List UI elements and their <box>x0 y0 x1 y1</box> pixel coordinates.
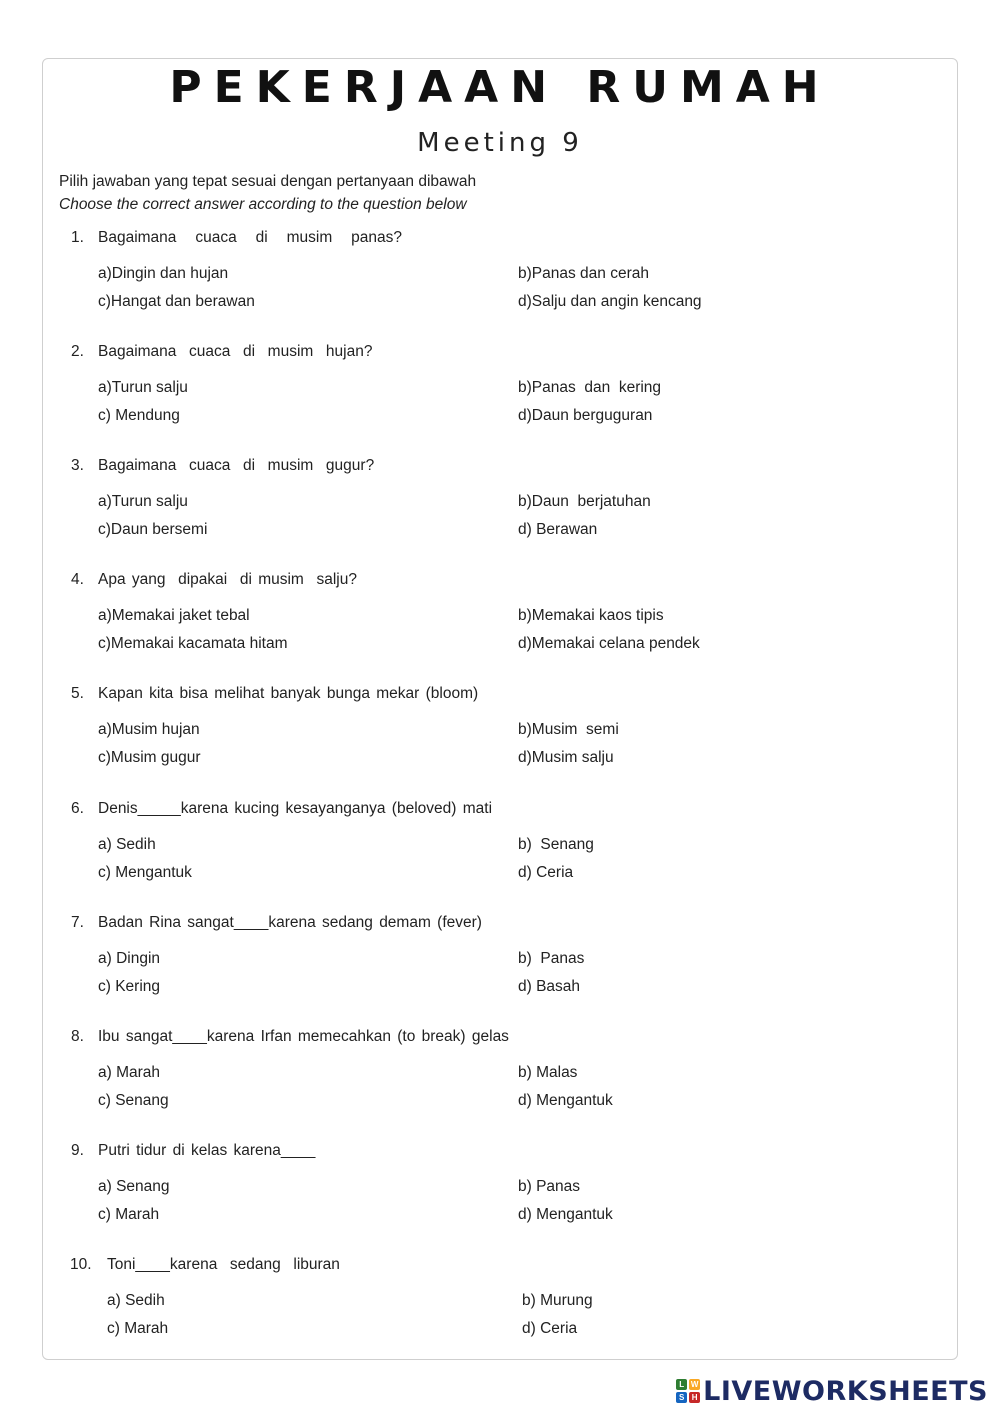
worksheet-frame <box>42 58 958 1360</box>
answer-option[interactable]: c)Hangat dan berawan <box>98 293 255 310</box>
question-number: 7. <box>71 914 84 931</box>
answer-option[interactable]: c) Marah <box>98 1206 160 1223</box>
question-number: 4. <box>71 571 84 588</box>
answer-option[interactable]: c) Mendung <box>98 407 180 424</box>
question-number: 6. <box>71 800 84 817</box>
answer-option[interactable]: c) Senang <box>98 1092 169 1109</box>
question-text: Kapan kita bisa melihat banyak bunga mekar (bloom) <box>98 685 479 702</box>
answer-option[interactable]: b)Panas dan kering <box>518 379 662 396</box>
answer-option[interactable]: a) Sedih <box>107 1292 165 1309</box>
answer-option[interactable]: b) Panas <box>518 950 585 967</box>
instruction-english: Choose the correct answer according to the question below <box>59 196 467 213</box>
answer-option[interactable]: d)Memakai celana pendek <box>518 635 700 652</box>
answer-option[interactable]: b) Malas <box>518 1064 578 1081</box>
page-title: PEKERJAAN RUMAH <box>169 62 831 113</box>
question-text: Denis_____karena kucing kesayanganya (beloved) mati <box>98 800 493 817</box>
answer-option[interactable]: b) Panas <box>518 1178 581 1195</box>
question-text: Toni____karena sedang liburan <box>107 1256 340 1273</box>
question-number: 8. <box>71 1028 84 1045</box>
answer-option[interactable]: d) Ceria <box>518 864 574 881</box>
answer-option[interactable]: a)Turun salju <box>98 493 188 510</box>
logo-block: L <box>676 1379 687 1390</box>
answer-option[interactable]: c) Mengantuk <box>98 864 192 881</box>
answer-option[interactable]: c)Daun bersemi <box>98 521 208 538</box>
answer-option[interactable]: d)Musim salju <box>518 749 614 766</box>
question-number: 2. <box>71 343 84 360</box>
answer-option[interactable]: a)Turun salju <box>98 379 188 396</box>
question-text: Bagaimana cuaca di musim gugur? <box>98 457 375 474</box>
answer-option[interactable]: a)Musim hujan <box>98 721 200 738</box>
question-text: Bagaimana cuaca di musim panas? <box>98 229 403 246</box>
answer-option[interactable]: d) Ceria <box>522 1320 578 1337</box>
instruction-indonesian: Pilih jawaban yang tepat sesuai dengan pertanyaan dibawah <box>59 173 477 190</box>
logo-blocks-icon <box>676 1379 700 1403</box>
question-text: Putri tidur di kelas karena____ <box>98 1142 316 1159</box>
liveworksheets-logo <box>676 1374 988 1408</box>
answer-option[interactable]: b) Murung <box>522 1292 593 1309</box>
answer-option[interactable]: a) Senang <box>98 1178 170 1195</box>
answer-option[interactable]: a) Marah <box>98 1064 161 1081</box>
logo-block: S <box>676 1392 687 1403</box>
question-number: 9. <box>71 1142 84 1159</box>
answer-option[interactable]: d) Mengantuk <box>518 1092 613 1109</box>
answer-option[interactable]: a)Memakai jaket tebal <box>98 607 250 624</box>
answer-option[interactable]: b)Musim semi <box>518 721 619 738</box>
answer-option[interactable]: a) Sedih <box>98 836 156 853</box>
question-number: 5. <box>71 685 84 702</box>
question-text: Badan Rina sangat____karena sedang demam (fever) <box>98 914 482 931</box>
question-number: 3. <box>71 457 84 474</box>
answer-option[interactable]: c)Musim gugur <box>98 749 201 766</box>
answer-option[interactable]: d) Berawan <box>518 521 598 538</box>
answer-option[interactable]: a)Dingin dan hujan <box>98 265 229 282</box>
answer-option[interactable]: d)Salju dan angin kencang <box>518 293 702 310</box>
page-subtitle: Meeting 9 <box>417 128 583 158</box>
answer-option[interactable]: d) Basah <box>518 978 581 995</box>
answer-option[interactable]: b) Senang <box>518 836 594 853</box>
answer-option[interactable]: b)Memakai kaos tipis <box>518 607 664 624</box>
logo-block: W <box>690 1380 699 1389</box>
question-text: Ibu sangat____karena Irfan memecahkan (to break) gelas <box>98 1028 509 1045</box>
question-number: 10. <box>70 1256 92 1273</box>
answer-option[interactable]: c) Marah <box>107 1320 169 1337</box>
answer-option[interactable]: c)Memakai kacamata hitam <box>98 635 288 652</box>
answer-option[interactable]: d) Mengantuk <box>518 1206 613 1223</box>
question-text: Apa yang dipakai di musim salju? <box>98 571 357 588</box>
question-number: 1. <box>71 229 84 246</box>
answer-option[interactable]: d)Daun berguguran <box>518 407 653 424</box>
answer-option[interactable]: c) Kering <box>98 978 161 995</box>
answer-option[interactable]: b)Daun berjatuhan <box>518 493 651 510</box>
logo-text: LIVEWORKSHEETS <box>703 1375 988 1407</box>
question-text: Bagaimana cuaca di musim hujan? <box>98 343 373 360</box>
logo-block: H <box>689 1392 700 1403</box>
answer-option[interactable]: a) Dingin <box>98 950 161 967</box>
answer-option[interactable]: b)Panas dan cerah <box>518 265 649 282</box>
